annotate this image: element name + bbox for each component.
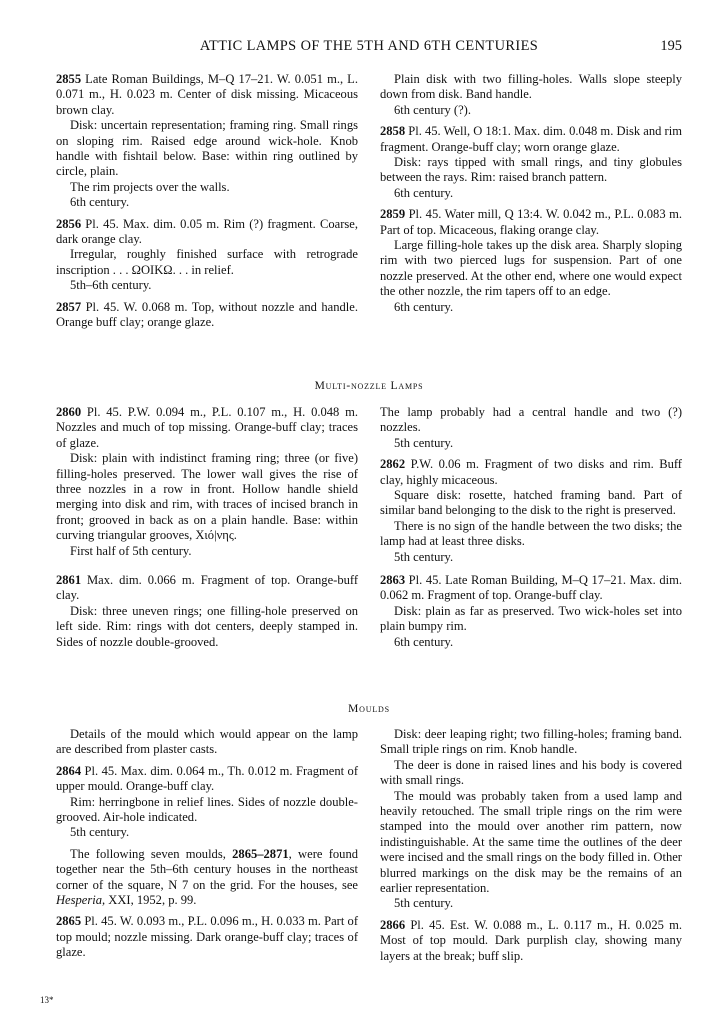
date-line: 6th century. [394, 185, 454, 200]
column-right [380, 727, 682, 964]
entry-2862: 2862 P.W. 0.06 m. Fragment of two disks and rim. Buff clay, highly micaceous. [380, 457, 682, 487]
section-heading-moulds: Moulds [348, 703, 390, 715]
entry-2855: 2855 Late Roman Buildings, M–Q 17–21. W. 0.051 m., L. 0.071 m., H. 0.023 m. Center of disk missing. Micaceous brown clay. [56, 72, 358, 117]
page-number: 195 [660, 38, 682, 54]
entry-2865: 2865 Pl. 45. W. 0.093 m., P.L. 0.096 m., H. 0.033 m. Part of top mould; nozzle missing. Dark orange-buff clay; traces of glaze. [56, 914, 358, 960]
paragraph: Large filling-hole takes up the disk area. Sharply sloping rim with two pierced lugs for suspension. Part of one nozzle preserved. At the other end, where one would expect the other nozzle, the rim tapers off to an edge. [380, 238, 682, 299]
column-left [56, 727, 358, 961]
paragraph: Disk: uncertain representation; framing ring. Small rings on sloping rim. Raised edge around wick-hole. Knob handle with fishtail below. Base: within ring outlined by circle, plain. [56, 118, 358, 179]
date-line: 5th century. [70, 825, 130, 840]
entry-2863: 2863 Pl. 45. Late Roman Building, M–Q 17–21. Max. dim. 0.062 m. Fragment of top. Orange-buff clay. [380, 573, 682, 603]
entry-2861: 2861 Max. dim. 0.066 m. Fragment of top. Orange-buff clay. [56, 573, 358, 603]
entry-2859: 2859 Pl. 45. Water mill, Q 13:4. W. 0.042 m., P.L. 0.083 m. Part of top. Micaceous, flaking orange clay. [380, 207, 682, 237]
paragraph: Square disk: rosette, hatched framing band. Part of similar band belonging to the disk to the right is preserved. [380, 488, 682, 518]
paragraph: Details of the mould which would appear on the lamp are described from plaster casts. [56, 727, 358, 757]
entry-2866: 2866 Pl. 45. Est. W. 0.088 m., L. 0.117 m., H. 0.025 m. Most of top mould. Dark purplish clay, showing many layers at the break; buff slip. [380, 917, 682, 963]
date-line: 5th century. [394, 549, 454, 564]
paragraph: Disk: plain with indistinct framing ring; three (or five) filling-holes preserved. The lower wall gives the rise of three nozzles in a row in front. Hollow handle shield merging into disk and rim, with traces of incised branch in front; grooved in back as on a plain handle. Base: within curving triangular grooves, Χιό|νης. [56, 451, 358, 543]
signature-mark: 13* [40, 995, 54, 1005]
date-line: 5th century. [394, 435, 454, 450]
paragraph: Irregular, roughly finished surface with retrograde inscription . . . ΩOIKΩ. . . in relief. [56, 247, 358, 277]
running-header [56, 38, 682, 58]
date-line: 6th century. [70, 195, 130, 210]
entry-2860: 2860 Pl. 45. P.W. 0.094 m., P.L. 0.107 m., H. 0.048 m. Nozzles and much of top missing. Orange-buff clay; traces of glaze. [56, 405, 358, 450]
running-title: ATTIC LAMPS OF THE 5TH AND 6TH CENTURIES [199, 38, 539, 54]
entry-2858: 2858 Pl. 45. Well, O 18:1. Max. dim. 0.048 m. Disk and rim fragment. Orange-buff clay; worn orange glaze. [380, 124, 682, 154]
date-line: 6th century. [394, 634, 454, 649]
paragraph: Disk: three uneven rings; one filling-hole preserved on left side. Rim: rings with dot centers, deeply stamped in. Sides of nozzle double-grooved. [56, 603, 358, 649]
section-heading-multi-nozzle: Multi-nozzle Lamps [314, 380, 424, 392]
date-line: 5th–6th century. [70, 278, 152, 293]
paragraph: Disk: rays tipped with small rings, and tiny globules between the rays. Rim: raised branch pattern. [380, 155, 682, 185]
entry-2857: 2857 Pl. 45. W. 0.068 m. Top, without nozzle and handle. Orange buff clay; orange glaze. [56, 299, 358, 330]
paragraph: The mould was probably taken from a used lamp and heavily retouched. The small triple rings on the rim were stamped into the mould over another rim pattern, now indistinguishable. At the same time the outlines of the deer were incised and the small rings on the body filled in. Other blurred markings on the disk may be the remains of an earlier representation. [380, 788, 682, 896]
column-right [380, 72, 682, 315]
paragraph: There is no sign of the handle between the two disks; the lamp had at least three disks. [380, 518, 682, 549]
paragraph: The rim projects over the walls. [70, 179, 230, 194]
date-line: First half of 5th century. [70, 543, 192, 558]
paragraph: Disk: plain as far as preserved. Two wick-holes set into plain bumpy rim. [380, 603, 682, 634]
paragraph: Plain disk with two filling-holes. Walls slope steeply down from disk. Band handle. [380, 72, 682, 102]
entry-2856: 2856 Pl. 45. Max. dim. 0.05 m. Rim (?) fragment. Coarse, dark orange clay. [56, 216, 358, 247]
column-left [56, 405, 358, 650]
date-line: 6th century (?). [394, 102, 471, 117]
column-left [56, 72, 358, 331]
column-right [380, 405, 682, 650]
paragraph: Rim: herringbone in relief lines. Sides of nozzle double-grooved. Air-hole indicated. [56, 794, 358, 825]
entry-2864: 2864 Pl. 45. Max. dim. 0.064 m., Th. 0.012 m. Fragment of upper mould. Orange-buff clay. [56, 763, 358, 794]
date-line: 6th century. [394, 299, 454, 314]
paragraph: Disk: deer leaping right; two filling-holes; framing band. Small triple rings on rim. Knob handle. [380, 727, 682, 757]
date-line: 5th century. [394, 896, 454, 911]
paragraph: The lamp probably had a central handle and two (?) nozzles. [380, 405, 682, 435]
paragraph: The deer is done in raised lines and his body is covered with small rings. [380, 757, 682, 788]
paragraph: The following seven moulds, 2865–2871, were found together near the 5th–6th century houses in the northeast corner of the square, N 7 on the grid. For the houses, see Hesperia, XXI, 1952, p. 99. [56, 846, 359, 908]
